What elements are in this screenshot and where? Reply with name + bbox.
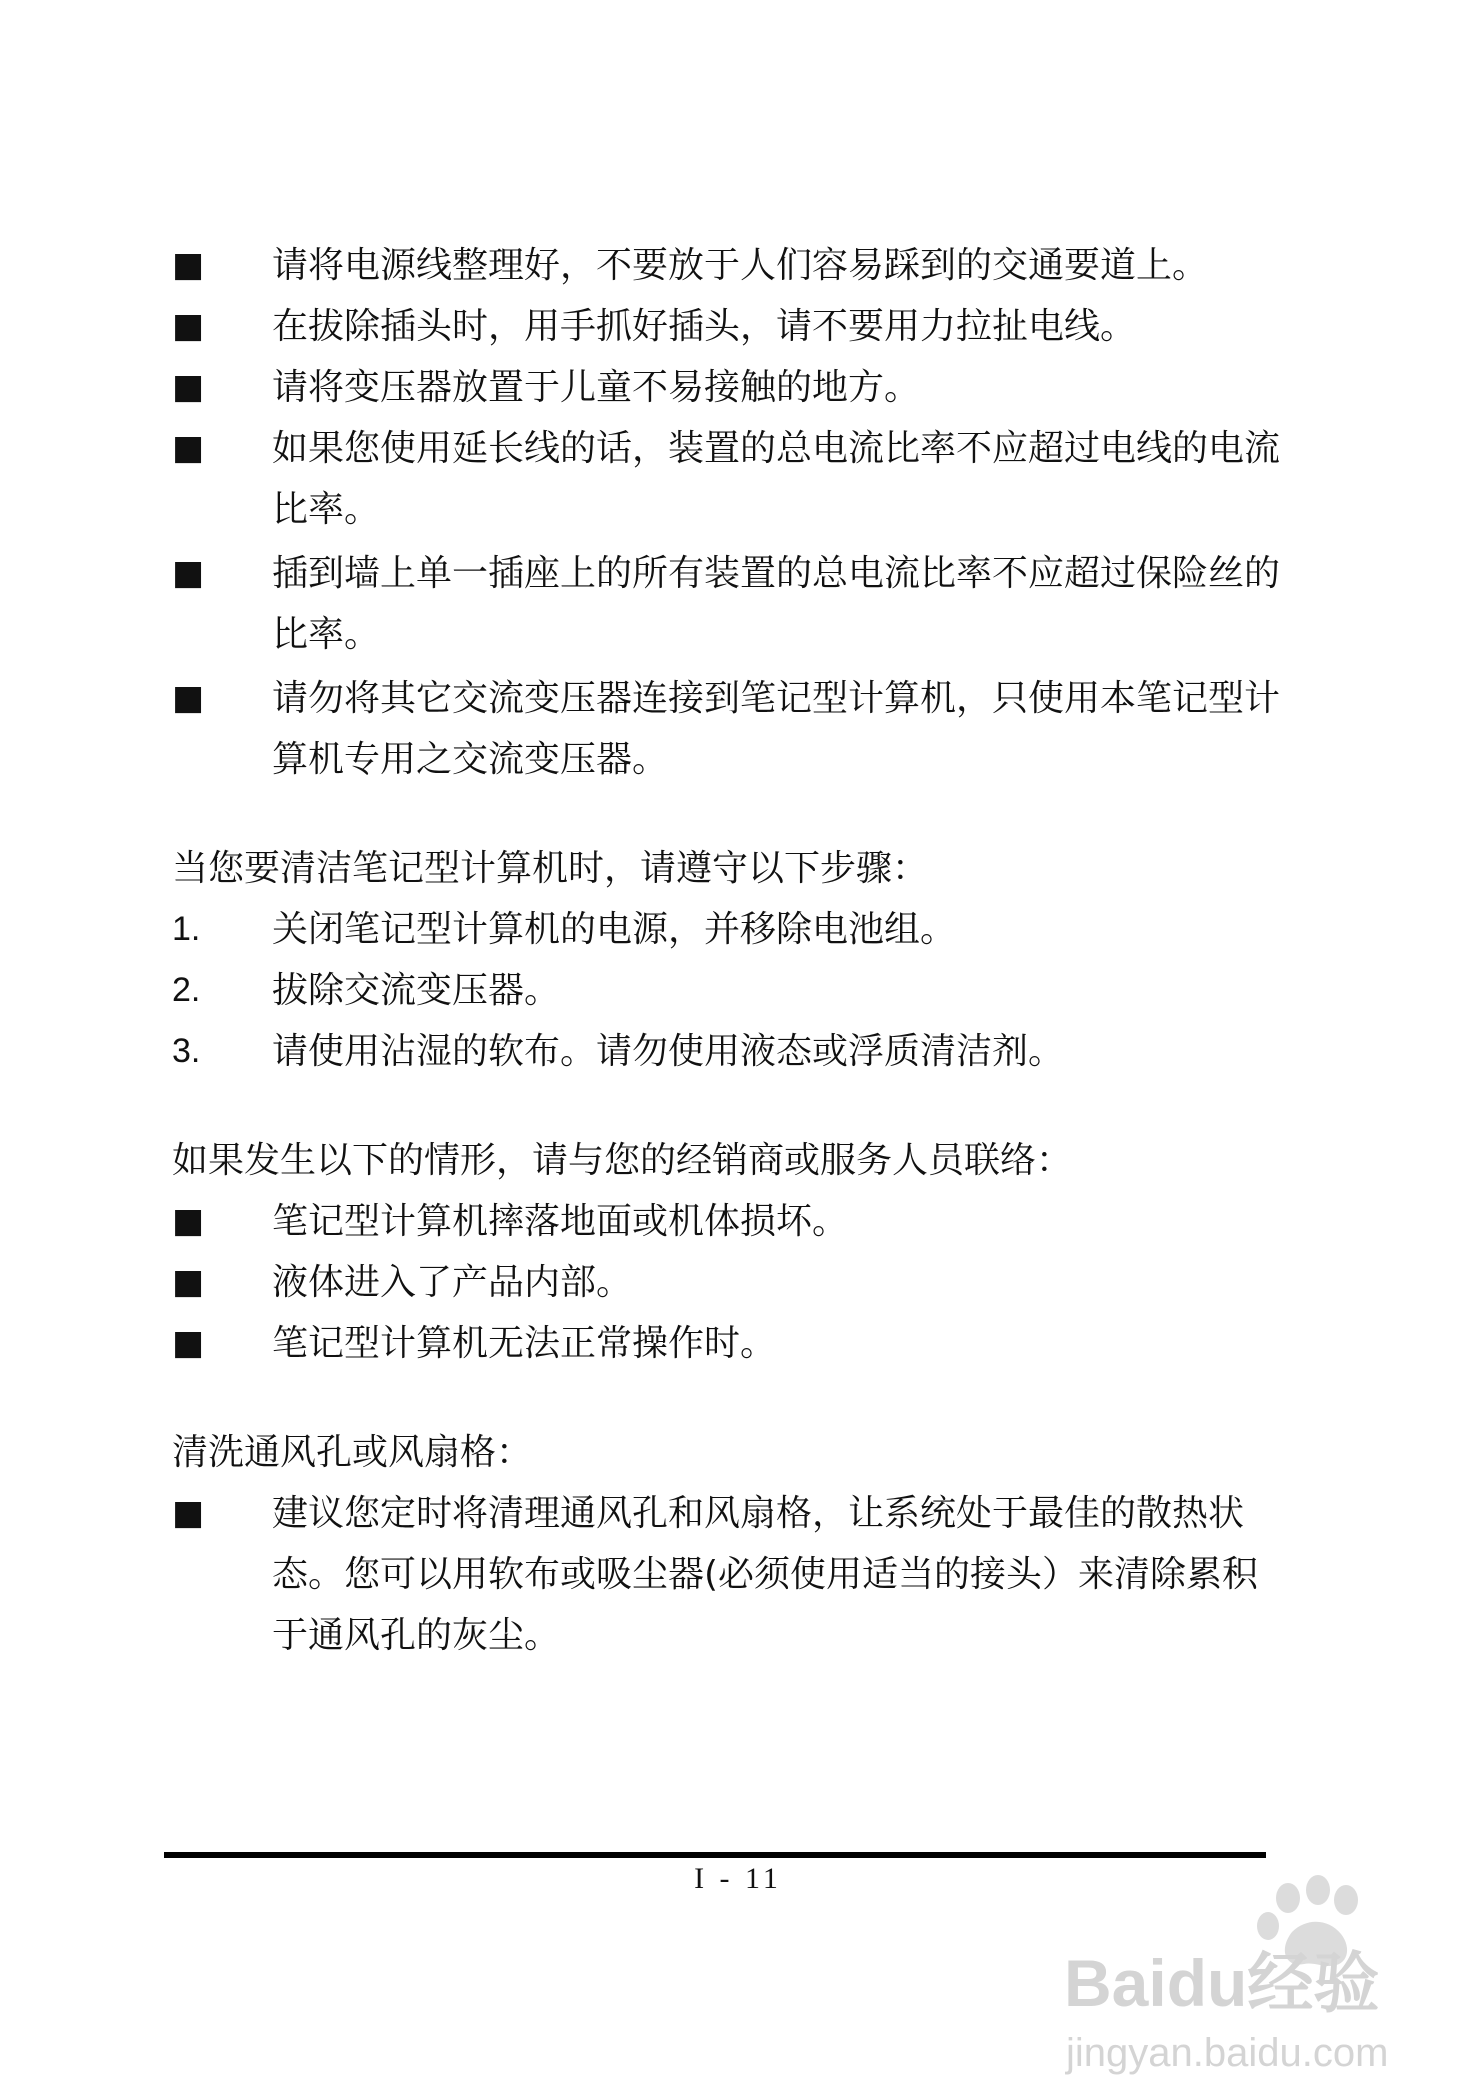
bullet-icon: ■ — [172, 1323, 205, 1363]
list-item — [172, 1483, 1282, 1666]
watermark-brand: Baidu经验 — [1064, 1946, 1380, 2020]
cleaning-heading: 当您要清洁笔记型计算机时，请遵守以下步骤： — [172, 848, 929, 889]
step-number: 3. — [172, 1032, 201, 1070]
list-item-text: 插到墙上单一插座上的所有装置的总电流比率不应超过保险丝的比率。 — [272, 553, 1281, 655]
step-text: 拔除交流变压器。 — [272, 970, 561, 1011]
vents-heading: 清洗通风孔或风扇格： — [172, 1432, 533, 1473]
bullet-icon: ■ — [172, 1262, 205, 1302]
service-conditions-list — [172, 1191, 1282, 1374]
list-item-text: 请勿将其它交流变压器连接到笔记型计算机，只使用本笔记型计算机专用之交流变压器。 — [272, 678, 1281, 780]
cleaning-steps-list — [172, 899, 1282, 1082]
step-number: 2. — [172, 971, 201, 1009]
bullet-icon: ■ — [172, 678, 205, 718]
bullet-icon: ■ — [172, 1493, 205, 1533]
power-safety-list — [172, 235, 1282, 790]
step-item — [172, 960, 1282, 1021]
bullet-icon: ■ — [172, 1201, 205, 1241]
step-item — [172, 899, 1282, 960]
step-number: 1. — [172, 910, 201, 948]
list-item-text: 液体进入了产品内部。 — [272, 1262, 633, 1303]
list-item — [172, 1252, 1282, 1313]
step-text: 请使用沾湿的软布。请勿使用液态或浮质清洁剂。 — [272, 1031, 1065, 1072]
list-item — [172, 235, 1282, 296]
list-item — [172, 543, 1282, 665]
list-item-text: 请将电源线整理好，不要放于人们容易踩到的交通要道上。 — [272, 245, 1209, 286]
list-item — [172, 357, 1282, 418]
bullet-icon: ■ — [172, 306, 205, 346]
service-heading: 如果发生以下的情形，请与您的经销商或服务人员联络： — [172, 1140, 1073, 1181]
bullet-icon: ■ — [172, 367, 205, 407]
list-item — [172, 668, 1282, 790]
page-number: I - 11 — [694, 1862, 782, 1895]
list-item-text: 笔记型计算机无法正常操作时。 — [272, 1323, 777, 1364]
bullet-icon: ■ — [172, 428, 205, 468]
watermark-url: jingyan.baidu.com — [1066, 2031, 1389, 2075]
bullet-icon: ■ — [172, 553, 205, 593]
vents-list — [172, 1483, 1282, 1666]
list-item — [172, 1191, 1282, 1252]
document-body — [172, 235, 1282, 1666]
list-item-text: 如果您使用延长线的话，装置的总电流比率不应超过电线的电流比率。 — [272, 428, 1281, 530]
bullet-icon: ■ — [172, 245, 205, 285]
list-item — [172, 418, 1282, 540]
list-item — [172, 296, 1282, 357]
baidu-watermark-logo — [1056, 1868, 1436, 2078]
list-item — [172, 1313, 1282, 1374]
list-item-text: 建议您定时将清理通风孔和风扇格，让系统处于最佳的散热状态。您可以用软布或吸尘器(必须使用适当的接头）来清除累积于通风孔的灰尘。 — [272, 1493, 1259, 1656]
step-text: 关闭笔记型计算机的电源，并移除电池组。 — [272, 909, 957, 950]
footer-divider — [164, 1852, 1266, 1858]
step-item — [172, 1021, 1282, 1082]
list-item-text: 笔记型计算机摔落地面或机体损坏。 — [272, 1201, 849, 1242]
list-item-text: 在拔除插头时，用手抓好插头，请不要用力拉扯电线。 — [272, 306, 1137, 347]
list-item-text: 请将变压器放置于儿童不易接触的地方。 — [272, 367, 921, 408]
